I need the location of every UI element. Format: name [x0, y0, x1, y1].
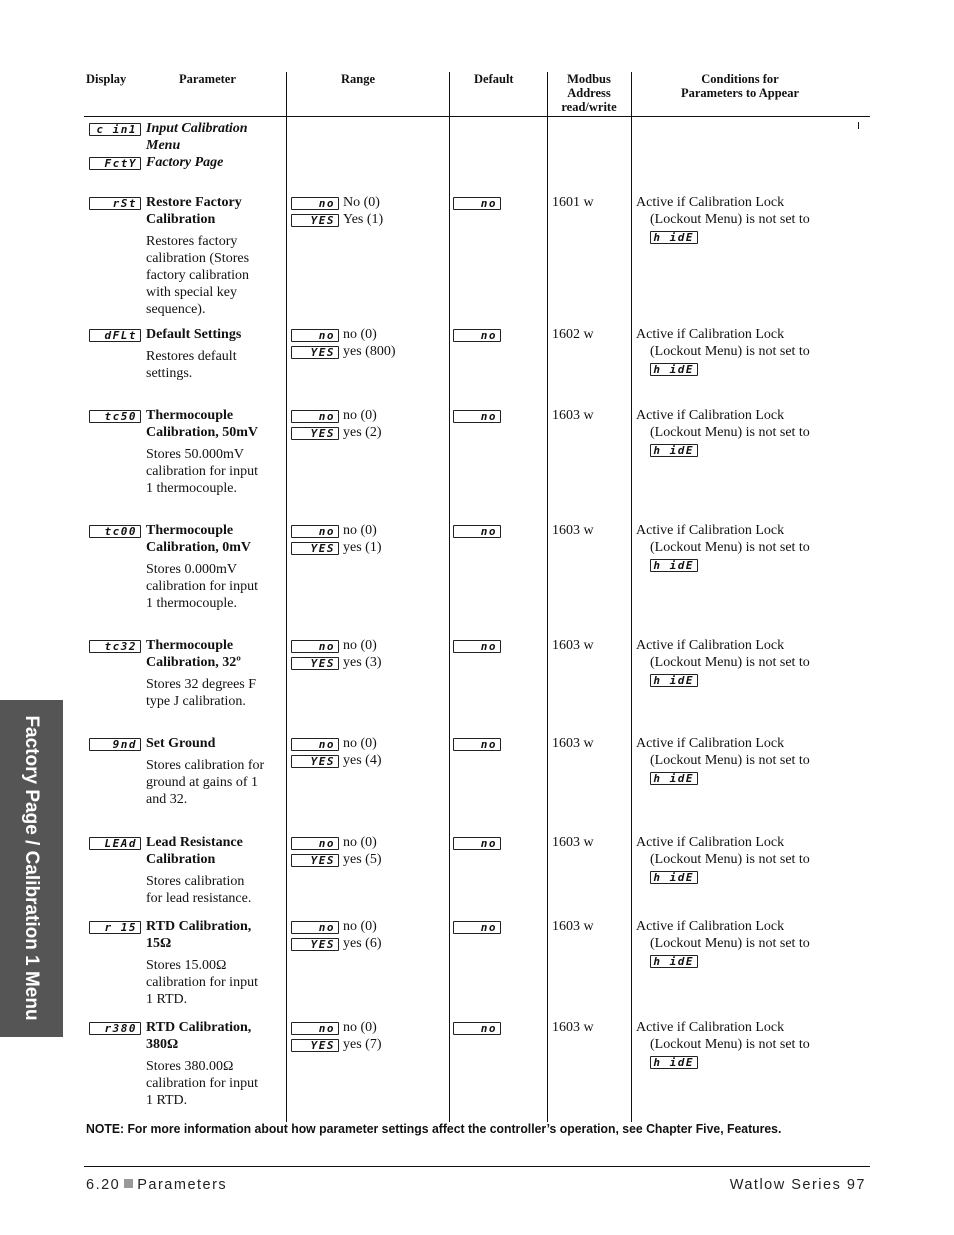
lcd-condition-hide: h idE: [650, 871, 698, 884]
lcd-default: no: [453, 329, 501, 342]
range-option-2: yes (1): [343, 540, 382, 555]
lcd-default: no: [453, 410, 501, 423]
range-option-2: yes (6): [343, 936, 382, 951]
lcd-range-no: no: [291, 837, 339, 850]
square-bullet-icon: [124, 1179, 133, 1188]
lcd-condition-hide: h idE: [650, 772, 698, 785]
header-modbus: Modbus Address read/write: [561, 72, 617, 114]
lcd-default: no: [453, 921, 501, 934]
condition-text: Active if Calibration Lock (Lockout Menu) is not set to: [636, 835, 810, 867]
range-option-2: yes (3): [343, 655, 382, 670]
range-option-1: no (0): [343, 327, 377, 342]
parameter-description: Stores 0.000mV calibration for input 1 thermocouple.: [146, 562, 258, 611]
parameter-title: Restore Factory Calibration: [146, 195, 242, 227]
tick-mark: [858, 122, 859, 129]
lcd-range-yes: YES: [291, 542, 339, 555]
parameter-description: Stores 15.00Ω calibration for input 1 RTD.: [146, 958, 258, 1007]
lcd-range-no: no: [291, 640, 339, 653]
range-option-1: no (0): [343, 835, 377, 850]
range-option-2: yes (4): [343, 753, 382, 768]
menu-fcty-label: Factory Page: [146, 155, 224, 170]
range-option-2: yes (2): [343, 425, 382, 440]
lcd-range-no: no: [291, 410, 339, 423]
lcd-display-code: tc32: [89, 640, 141, 653]
lcd-range-yes: YES: [291, 346, 339, 359]
lcd-display-code: 9nd: [89, 738, 141, 751]
header-rule: [84, 116, 870, 117]
modbus-address: 1603 w: [552, 919, 594, 934]
lcd-condition-hide: h idE: [650, 559, 698, 572]
lcd-default: no: [453, 1022, 501, 1035]
header-default: Default: [474, 72, 514, 86]
lcd-range-yes: YES: [291, 938, 339, 951]
header-conditions: Conditions for Parameters to Appear: [680, 72, 800, 100]
lcd-condition-hide: h idE: [650, 1056, 698, 1069]
range-option-2: yes (800): [343, 344, 396, 359]
range-option-1: No (0): [343, 195, 380, 210]
parameter-title: Thermocouple Calibration, 0mV: [146, 523, 251, 555]
lcd-range-no: no: [291, 525, 339, 538]
lcd-range-yes: YES: [291, 214, 339, 227]
lcd-range-no: no: [291, 921, 339, 934]
column-rule: [547, 72, 548, 1122]
condition-text: Active if Calibration Lock (Lockout Menu) is not set to: [636, 327, 810, 359]
lcd-display-code: dFLt: [89, 329, 141, 342]
column-rule: [449, 72, 450, 1122]
lcd-display-code: tc00: [89, 525, 141, 538]
footer-right: Watlow Series 97: [729, 1177, 866, 1193]
range-option-1: no (0): [343, 919, 377, 934]
range-option-2: Yes (1): [343, 212, 384, 227]
lcd-display-code: r 15: [89, 921, 141, 934]
lcd-default: no: [453, 738, 501, 751]
parameter-title: Set Ground: [146, 736, 216, 751]
lcd-condition-hide: h idE: [650, 231, 698, 244]
modbus-address: 1602 w: [552, 327, 594, 342]
lcd-display-code: rSt: [89, 197, 141, 210]
range-option-1: no (0): [343, 638, 377, 653]
lcd-range-yes: YES: [291, 755, 339, 768]
modbus-address: 1603 w: [552, 736, 594, 751]
lcd-range-no: no: [291, 197, 339, 210]
lcd-range-no: no: [291, 1022, 339, 1035]
lcd-display-code: tc50: [89, 410, 141, 423]
lcd-condition-hide: h idE: [650, 674, 698, 687]
modbus-address: 1603 w: [552, 523, 594, 538]
modbus-address: 1601 w: [552, 195, 594, 210]
lcd-display-code: LEAd: [89, 837, 141, 850]
range-option-1: no (0): [343, 523, 377, 538]
section-name: Parameters: [137, 1177, 228, 1193]
range-option-1: no (0): [343, 408, 377, 423]
lcd-range-no: no: [291, 738, 339, 751]
lcd-fcty-code: FctY: [89, 157, 141, 170]
condition-text: Active if Calibration Lock (Lockout Menu) is not set to: [636, 919, 810, 951]
footer-rule: [84, 1166, 870, 1167]
lcd-cal-code: c in1: [89, 123, 141, 136]
parameter-title: Thermocouple Calibration, 50mV: [146, 408, 258, 440]
modbus-address: 1603 w: [552, 408, 594, 423]
footer-left: [86, 1177, 227, 1193]
range-option-1: no (0): [343, 736, 377, 751]
parameter-title: RTD Calibration, 380Ω: [146, 1020, 252, 1052]
lcd-range-yes: YES: [291, 854, 339, 867]
condition-text: Active if Calibration Lock (Lockout Menu) is not set to: [636, 638, 810, 670]
parameter-title: RTD Calibration, 15Ω: [146, 919, 252, 951]
modbus-address: 1603 w: [552, 1020, 594, 1035]
parameter-description: Restores default settings.: [146, 349, 237, 381]
column-rule: [631, 72, 632, 1122]
parameter-description: Stores calibration for lead resistance.: [146, 874, 252, 906]
modbus-address: 1603 w: [552, 835, 594, 850]
range-option-1: no (0): [343, 1020, 377, 1035]
menu-cal-label: Input Calibration Menu: [146, 121, 248, 153]
range-option-2: yes (7): [343, 1037, 382, 1052]
condition-text: Active if Calibration Lock (Lockout Menu) is not set to: [636, 195, 810, 227]
lcd-condition-hide: h idE: [650, 955, 698, 968]
condition-text: Active if Calibration Lock (Lockout Menu) is not set to: [636, 736, 810, 768]
lcd-range-no: no: [291, 329, 339, 342]
condition-text: Active if Calibration Lock (Lockout Menu) is not set to: [636, 1020, 810, 1052]
parameter-title: Thermocouple Calibration, 32º: [146, 638, 241, 670]
page-number: 6.20: [86, 1177, 121, 1193]
condition-text: Active if Calibration Lock (Lockout Menu) is not set to: [636, 408, 810, 440]
header-display: Display: [86, 72, 127, 86]
lcd-condition-hide: h idE: [650, 363, 698, 376]
lcd-range-yes: YES: [291, 657, 339, 670]
parameter-title: Default Settings: [146, 327, 242, 342]
lcd-default: no: [453, 525, 501, 538]
lcd-default: no: [453, 837, 501, 850]
note: NOTE: For more information about how parameter settings affect the controller’s operation, see Chapter Five, Features.: [86, 1121, 782, 1136]
side-tab-label: Factory Page / Calibration 1 Menu: [21, 715, 42, 1021]
lcd-default: no: [453, 197, 501, 210]
parameter-title: Lead Resistance Calibration: [146, 835, 243, 867]
condition-text: Active if Calibration Lock (Lockout Menu) is not set to: [636, 523, 810, 555]
parameter-description: Stores 380.00Ω calibration for input 1 RTD.: [146, 1059, 258, 1108]
parameter-description: Stores 32 degrees F type J calibration.: [146, 677, 257, 709]
parameter-description: Restores factory calibration (Stores factory calibration with special key sequence).: [146, 234, 250, 317]
lcd-default: no: [453, 640, 501, 653]
lcd-display-code: r380: [89, 1022, 141, 1035]
range-option-2: yes (5): [343, 852, 382, 867]
lcd-range-yes: YES: [291, 427, 339, 440]
lcd-range-yes: YES: [291, 1039, 339, 1052]
lcd-condition-hide: h idE: [650, 444, 698, 457]
parameter-description: Stores 50.000mV calibration for input 1 thermocouple.: [146, 447, 258, 496]
modbus-address: 1603 w: [552, 638, 594, 653]
header-parameter: Parameter: [179, 72, 236, 86]
header-range: Range: [341, 72, 376, 86]
parameter-description: Stores calibration for ground at gains of 1 and 32.: [146, 758, 265, 807]
